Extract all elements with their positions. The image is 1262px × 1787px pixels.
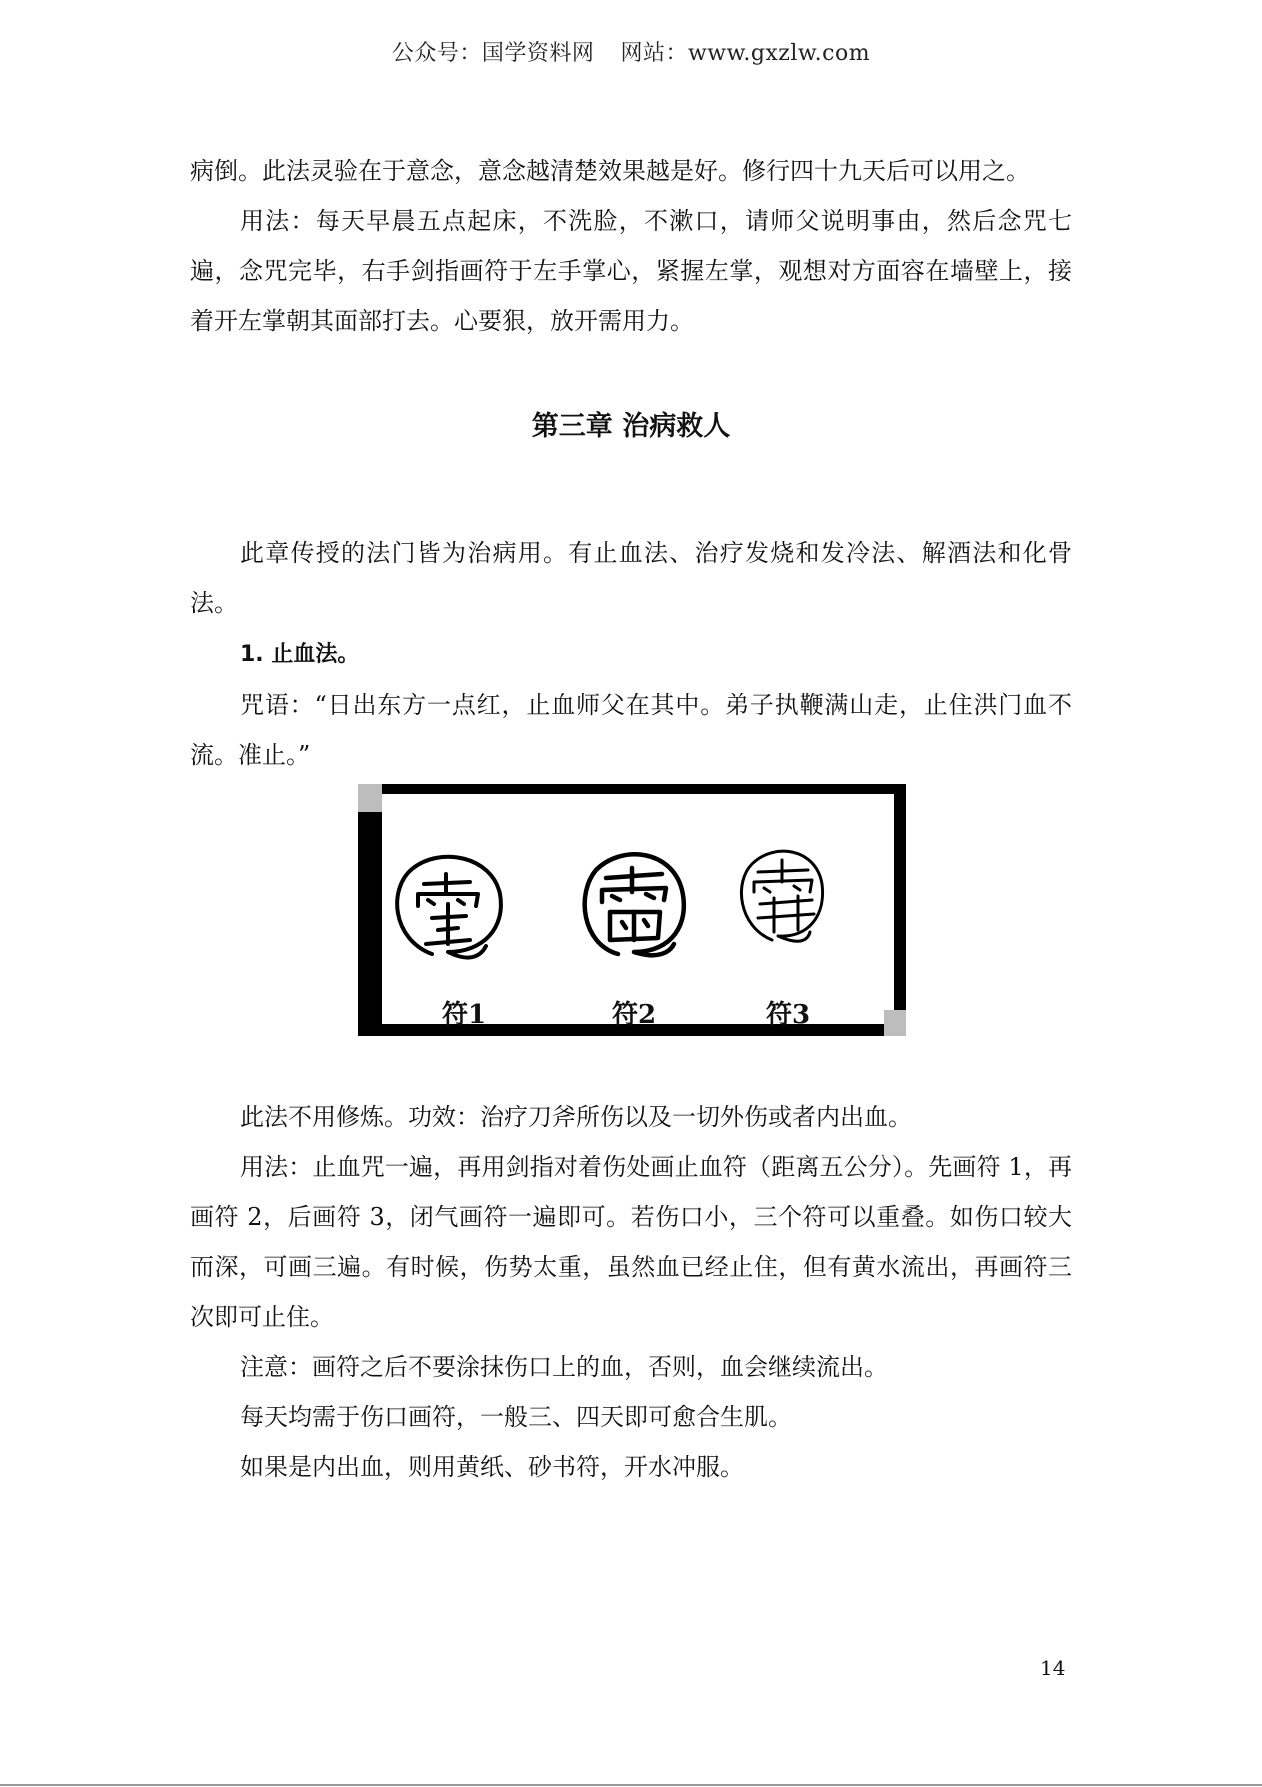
paragraph-daily: 每天均需于伤口画符，一般三、四天即可愈合生肌。 [240, 1403, 792, 1431]
paragraph-method: 用法：止血咒一遍，再用剑指对着伤处画止血符（距离五公分）。先画符 1，再画符 2，后画符 3，闭气画符一遍即可。若伤口小，三个符可以重叠。如伤口较大而深，可画三遍。有时候，伤势太重，虽然血已经止住，但有黄水流出，再画符三次即可止住。 [190, 1153, 1072, 1331]
page-bottom-rule [0, 1784, 1262, 1786]
talisman-2-drawing [585, 854, 684, 955]
talisman-drawings [382, 794, 894, 1024]
incantation-paragraph: 咒语：“日出东方一点红，止血师父在其中。弟子执鞭满山走，止住洪门血不流。准止。” [190, 691, 1072, 769]
chapter-title: 第三章 治病救人 [531, 411, 731, 442]
talisman-3-drawing [741, 851, 822, 941]
talisman-1-label: 符1 [441, 1000, 487, 1030]
talisman-2-label: 符2 [611, 1000, 657, 1030]
page-number: 14 [1040, 1656, 1066, 1680]
talisman-figure [358, 784, 906, 1036]
talisman-3-label: 符3 [765, 1000, 811, 1030]
paragraph-effect: 此法不用修炼。功效：治疗刀斧所伤以及一切外伤或者内出血。 [240, 1103, 912, 1131]
paragraph-continuation: 病倒。此法灵验在于意念，意念越清楚效果越是好。修行四十九天后可以用之。 [190, 157, 1030, 185]
talisman-1-drawing [397, 857, 501, 958]
page-header [0, 36, 1262, 67]
top-text-block [190, 146, 1072, 346]
figure-corner-mark [358, 784, 382, 812]
method-text-block [190, 1092, 1072, 1492]
paragraph-caution: 注意：画符之后不要涂抹伤口上的血，否则，血会继续流出。 [240, 1353, 888, 1381]
chapter-intro-block [190, 528, 1072, 780]
chapter-intro: 此章传授的法门皆为治病用。有止血法、治疗发烧和发冷法、解酒法和化骨法。 [190, 539, 1072, 617]
paragraph-usage: 用法：每天早晨五点起床，不洗脸，不漱口，请师父说明事由，然后念咒七遍，念咒完毕，右手剑指画符于左手掌心，紧握左掌，观想对方面容在墙壁上，接着开左掌朝其面部打去。心要狠，放开需用力。 [190, 207, 1072, 335]
header-account: 公众号：国学资料网 [391, 41, 595, 66]
paragraph-internal: 如果是内出血，则用黄纸、砂书符，开水冲服。 [240, 1453, 744, 1481]
section-heading [190, 628, 1072, 680]
section-title: 1. 止血法。 [240, 642, 360, 667]
header-website: 网站：www.gxzlw.com [620, 41, 871, 66]
